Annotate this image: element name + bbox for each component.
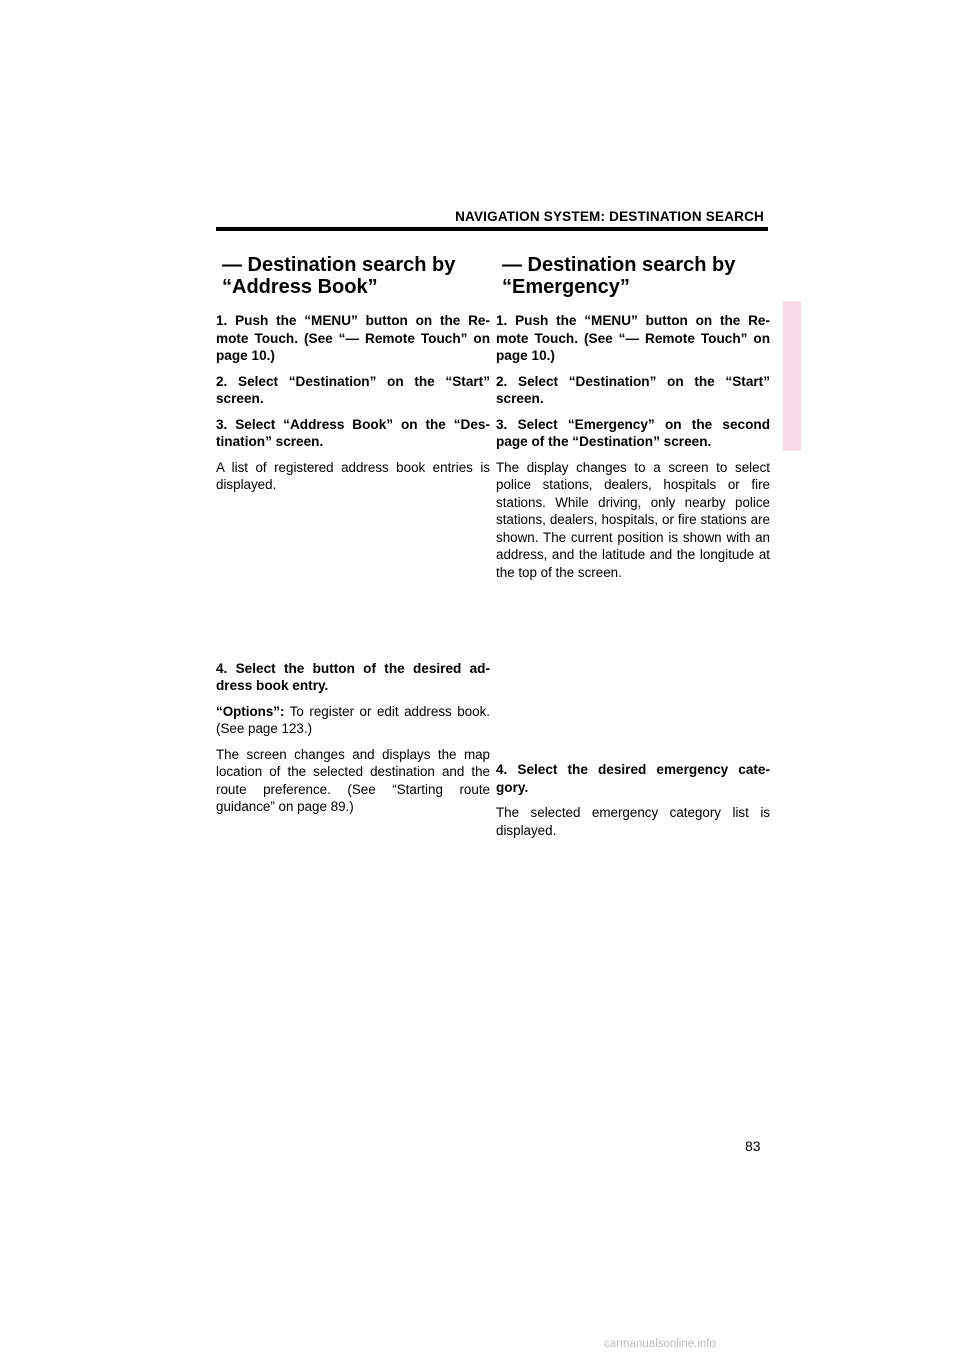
step-4-note: The screen changes and displays the map location of the selected destination and the route preference. (See “Starting route guidance” on page 89.) bbox=[216, 746, 490, 814]
screen-illustration-space bbox=[496, 589, 770, 761]
section-title-line2: “Address Book” bbox=[222, 276, 378, 298]
section-title-address-book bbox=[222, 254, 490, 298]
chapter-tab-marker bbox=[783, 301, 801, 451]
step-2: 2. Select “Destination” on the “Start” screen. bbox=[216, 373, 490, 406]
right-column bbox=[496, 254, 770, 847]
step-3: 3. Select “Emergency” on the second page of the “Destination” screen. bbox=[496, 416, 770, 449]
options-label: “Options”: bbox=[216, 703, 285, 719]
step-3-note: A list of registered address book entries is displayed. bbox=[216, 459, 490, 492]
page-number: 83 bbox=[745, 1138, 761, 1154]
options-text: To register or edit address book. (See page 123.) bbox=[216, 703, 490, 736]
running-header: NAVIGATION SYSTEM: DESTINATION SEARCH bbox=[455, 209, 764, 224]
step-1: 1. Push the “MENU” button on the Re-mote Touch. (See “— Remote Touch” on page 10.) bbox=[496, 313, 770, 363]
section-title-line1: — Destination search by bbox=[222, 254, 456, 276]
step-3: 3. Select “Address Book” on the “Des-tination” screen. bbox=[216, 416, 490, 449]
screen-illustration-space bbox=[216, 502, 490, 660]
step-3-note: The display changes to a screen to select police stations, dealers, hospitals or fire stations. While driving, only nearby police stations, dealers, hospitals, or fire stations are shown. The current position is shown with an address, and the latitude and the longitude at the top of the screen. bbox=[496, 459, 770, 580]
section-title-line2: “Emergency” bbox=[502, 276, 630, 298]
step-2: 2. Select “Destination” on the “Start” screen. bbox=[496, 373, 770, 406]
section-title-emergency bbox=[502, 254, 770, 298]
watermark: carmanualsonline.info bbox=[604, 1338, 716, 1350]
step-4: 4. Select the desired emergency cate-gory. bbox=[496, 762, 770, 795]
step-1: 1. Push the “MENU” button on the Re-mote Touch. (See “— Remote Touch” on page 10.) bbox=[216, 313, 490, 363]
header-rule bbox=[216, 227, 768, 231]
section-title-line1: — Destination search by bbox=[502, 254, 736, 276]
options-description bbox=[216, 703, 490, 738]
left-column bbox=[216, 254, 490, 824]
step-4-note: The selected emergency category list is displayed. bbox=[496, 805, 770, 838]
step-4: 4. Select the button of the desired ad-dress book entry. bbox=[216, 660, 490, 693]
